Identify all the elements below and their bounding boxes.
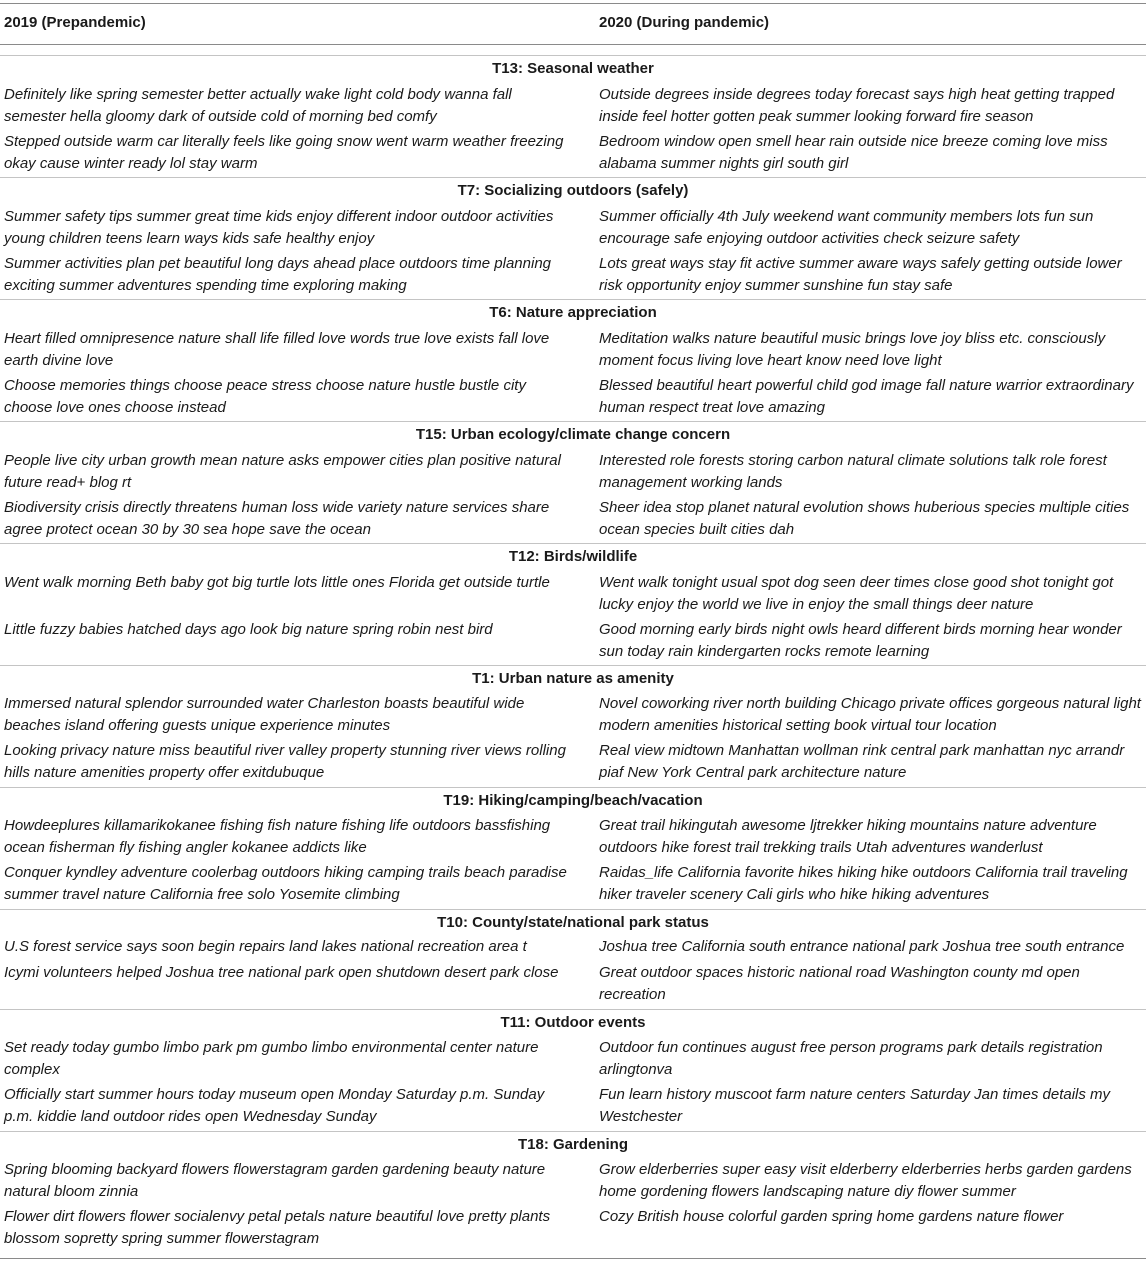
theme-header-row <box>0 177 1146 201</box>
table-cell-2019: Looking privacy nature miss beautiful river valley property stunning river views rolling hills nature amenities property offer exitdubuque <box>4 742 566 781</box>
table-cell-2019: People live city urban growth mean nature asks empower cities plan positive natural future read+ blog rt <box>4 452 561 491</box>
theme-header-row <box>0 1131 1146 1155</box>
theme-label: T12: Birds/wildlife <box>508 548 638 565</box>
theme-label: T7: Socializing outdoors (safely) <box>457 182 689 199</box>
table-cell-2019: Howdeeplures killamarikokanee fishing fish nature fishing life outdoors bassfishing ocean fisherman fly fishing angler kokanee addicts like <box>4 817 551 856</box>
table-bottom-rule <box>0 1258 1146 1259</box>
table-top-rule <box>0 3 1146 4</box>
column-header-2020: 2020 (During pandemic) <box>599 14 770 31</box>
table-cell-2020: Sheer idea stop planet natural evolution shows huberious species multiple cities ocean species built cities dah <box>599 499 1130 538</box>
table-cell-2019: Went walk morning Beth baby got big turtle lots little ones Florida get outside turtle <box>4 574 550 591</box>
table-cell-2019: Definitely like spring semester better actually wake light cold body wanna fall semester hella gloomy dark of outside cold of morning bed comfy <box>4 86 512 125</box>
table-cell-2019: Summer activities plan pet beautiful long days ahead place outdoors time planning exciting summer adventures spending time exploring making <box>4 255 552 294</box>
table-cell-2019: Choose memories things choose peace stress choose nature hustle bustle city choose love ones choose instead <box>4 377 526 416</box>
table-cell-2019: Little fuzzy babies hatched days ago look big nature spring robin nest bird <box>4 621 493 638</box>
table-cell-2020: Joshua tree California south entrance national park Joshua tree south entrance <box>599 938 1125 955</box>
table-cell-2019: Immersed natural splendor surrounded water Charleston boasts beautiful wide beaches island offering guests unique experience minutes <box>4 695 525 734</box>
table-cell-2019: Spring blooming backyard flowers flowerstagram garden gardening beauty nature natural bloom zinnia <box>4 1161 546 1200</box>
table-cell-2020: Bedroom window open smell hear rain outside nice breeze coming love miss alabama summer nights girl south girl <box>599 133 1108 172</box>
table-cell-2020: Raidas_life California favorite hikes hiking hike outdoors California trail traveling hiker traveler scenery Cali girls who hike hiking adventures <box>599 864 1128 903</box>
theme-header-row <box>0 909 1146 933</box>
table-cell-2020: Lots great ways stay fit active summer aware ways safely getting outside lower risk opportunity enjoy summer sunshine fun stay safe <box>599 255 1122 294</box>
theme-label: T18: Gardening <box>517 1136 629 1153</box>
column-header-2019: 2019 (Prepandemic) <box>4 14 146 31</box>
table-cell-2020: Grow elderberries super easy visit elderberry elderberries herbs garden gardens home gordening flowers landscaping nature diy flower summer <box>599 1161 1132 1200</box>
theme-header-row <box>0 665 1146 689</box>
table-cell-2020: Great outdoor spaces historic national road Washington county md open recreation <box>599 964 1080 1003</box>
theme-label: T11: Outdoor events <box>500 1014 646 1031</box>
table-cell-2020: Fun learn history muscoot farm nature centers Saturday Jan times details my Westchester <box>599 1086 1111 1125</box>
theme-label: T19: Hiking/camping/beach/vacation <box>443 792 703 809</box>
table-cell-2019: Officially start summer hours today museum open Monday Saturday p.m. Sunday p.m. kiddie land outdoor rides open Wednesday Sunday <box>4 1086 545 1125</box>
table-cell-2019: Biodiversity crisis directly threatens human loss wide variety nature services share agree protect ocean 30 by 30 sea hope save the ocean <box>4 499 550 538</box>
table-cell-2019: Conquer kyndley adventure coolerbag outdoors hiking camping trails beach paradise summer travel nature California free solo Yosemite climbing <box>4 864 567 903</box>
theme-header-row <box>0 299 1146 323</box>
theme-label: T13: Seasonal weather <box>492 60 654 77</box>
table-cell-2019: Flower dirt flowers flower socialenvy petal petals nature beautiful love pretty plants blossom sopretty spring summer flowerstagram <box>4 1208 551 1247</box>
table-cell-2019: U.S forest service says soon begin repairs land lakes national recreation area t <box>4 938 527 955</box>
table-cell-2019: Set ready today gumbo limbo park pm gumbo limbo environmental center nature complex <box>4 1039 539 1078</box>
table-cell-2020: Outside degrees inside degrees today forecast says high heat getting trapped inside feel hotter gotten peak summer looking forward fire season <box>599 86 1115 125</box>
theme-label: T6: Nature appreciation <box>489 304 657 321</box>
theme-label: T10: County/state/national park status <box>437 914 709 931</box>
theme-label: T15: Urban ecology/climate change concern <box>415 426 731 443</box>
table-cell-2020: Good morning early birds night owls heard different birds morning hear wonder sun today rain kindergarten rocks remote learning <box>599 621 1122 660</box>
table-cell-2020: Summer officially 4th July weekend want community members lots fun sun encourage safe enjoying outdoor activities check seizure safety <box>599 208 1094 247</box>
theme-label: T1: Urban nature as amenity <box>472 670 674 687</box>
table-cell-2020: Went walk tonight usual spot dog seen deer times close good shot tonight got lucky enjoy the world we live in enjoy the small things deer nature <box>599 574 1114 613</box>
table-cell-2020: Outdoor fun continues august free person programs park details registration arlingtonva <box>599 1039 1103 1078</box>
table-cell-2020: Real view midtown Manhattan wollman rink central park manhattan nyc arrandr piaf New York Central park architecture nature <box>599 742 1125 781</box>
table-cell-2020: Cozy British house colorful garden spring home gardens nature flower <box>599 1208 1064 1225</box>
header-rule <box>0 44 1146 45</box>
table-cell-2019: Summer safety tips summer great time kids enjoy different indoor outdoor activities young children teens learn ways kids safe healthy enjoy <box>4 208 554 247</box>
theme-header-row <box>0 787 1146 811</box>
table-cell-2020: Interested role forests storing carbon natural climate solutions talk role forest management working lands <box>599 452 1107 491</box>
table-cell-2020: Meditation walks nature beautiful music brings love joy bliss etc. consciously moment focus living love heart know need love light <box>599 330 1106 369</box>
table-cell-2020: Novel coworking river north building Chicago private offices gorgeous natural light modern amenities historical setting book virtual tour location <box>599 695 1141 734</box>
table-cell-2019: Icymi volunteers helped Joshua tree national park open shutdown desert park close <box>4 964 559 981</box>
theme-header-row <box>0 543 1146 567</box>
theme-header-row <box>0 55 1146 79</box>
table-cell-2019: Stepped outside warm car literally feels like going snow went warm weather freezing okay cause winter ready lol stay warm <box>4 133 564 172</box>
table-cell-2019: Heart filled omnipresence nature shall life filled love words true love exists fall love earth divine love <box>4 330 550 369</box>
theme-header-row <box>0 421 1146 445</box>
theme-header-row <box>0 1009 1146 1033</box>
table-cell-2020: Great trail hikingutah awesome ljtrekker hiking mountains nature adventure outdoors hike forest trail trekking trails Utah adventures wanderlust <box>599 817 1097 856</box>
table-cell-2020: Blessed beautiful heart powerful child god image fall nature warrior extraordinary human respect treat love amazing <box>599 377 1134 416</box>
